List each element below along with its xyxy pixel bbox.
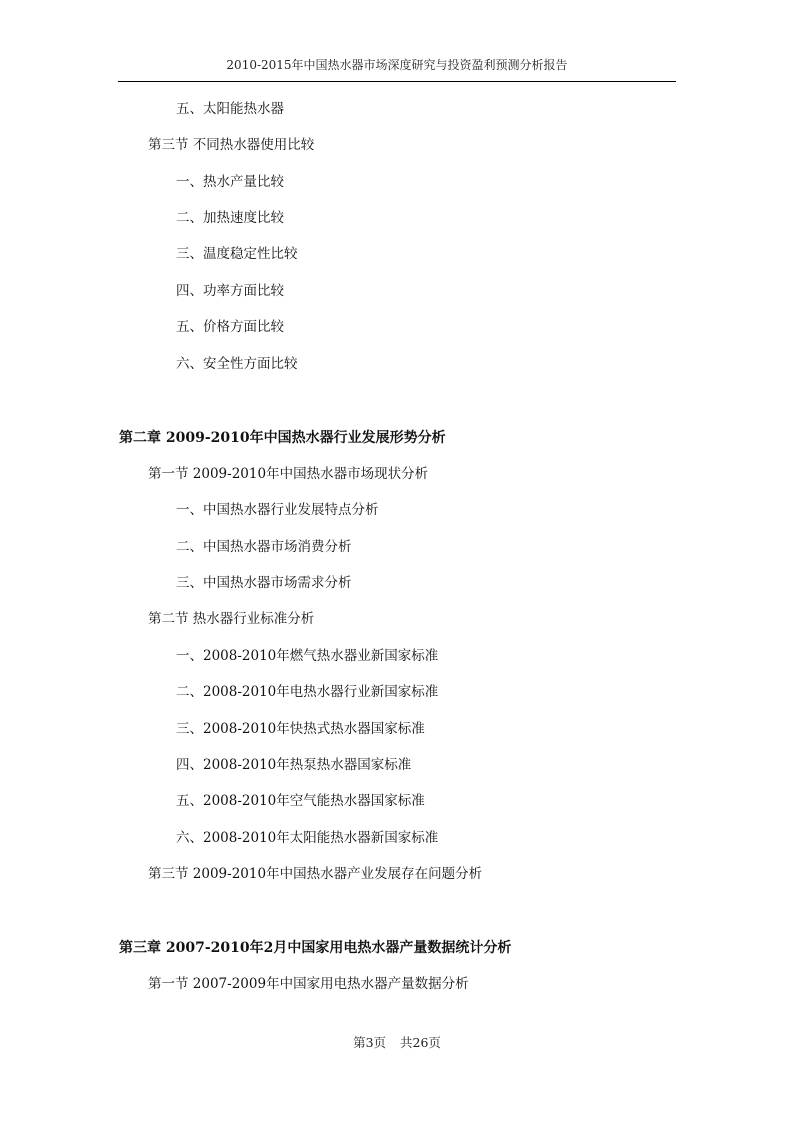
toc-item: 四、功率方面比较 (176, 283, 284, 299)
toc-item: 二、中国热水器市场消费分析 (176, 539, 352, 555)
toc-item: 三、中国热水器市场需求分析 (176, 575, 352, 591)
toc-item: 六、2008-2010年太阳能热水器新国家标准 (176, 830, 439, 846)
toc-item: 三、2008-2010年快热式热水器国家标准 (176, 721, 425, 737)
toc-item: 三、温度稳定性比较 (176, 246, 298, 262)
page-footer (0, 1033, 794, 1051)
toc-item: 一、2008-2010年燃气热水器业新国家标准 (176, 648, 439, 664)
toc-section: 第三节 2009-2010年中国热水器产业发展存在问题分析 (148, 866, 483, 882)
page-header: 2010-2015年中国热水器市场深度研究与投资盈利预测分析报告 (226, 58, 568, 72)
toc-chapter: 第二章 2009-2010年中国热水器行业发展形势分析 (119, 430, 446, 446)
toc-item: 五、太阳能热水器 (176, 101, 284, 117)
toc-item: 五、2008-2010年空气能热水器国家标准 (176, 793, 425, 809)
toc-item: 四、2008-2010年热泵热水器国家标准 (176, 757, 412, 773)
toc-section: 第一节 2009-2010年中国热水器市场现状分析 (148, 466, 429, 482)
toc-item: 六、安全性方面比较 (176, 356, 298, 372)
toc-chapter: 第三章 2007-2010年2月中国家用电热水器产量数据统计分析 (119, 940, 512, 956)
toc-item: 一、中国热水器行业发展特点分析 (176, 502, 379, 518)
page-number: 第3页 (353, 1035, 387, 1050)
toc-item: 二、加热速度比较 (176, 210, 284, 226)
toc-item: 五、价格方面比较 (176, 319, 284, 335)
toc-section: 第二节 热水器行业标准分析 (148, 611, 315, 627)
header-divider (118, 81, 676, 82)
toc-item: 二、2008-2010年电热水器行业新国家标准 (176, 684, 439, 700)
toc-section: 第一节 2007-2009年中国家用电热水器产量数据分析 (148, 976, 469, 992)
page-total: 共26页 (400, 1035, 441, 1050)
toc-item: 一、热水产量比较 (176, 174, 284, 190)
toc-section: 第三节 不同热水器使用比较 (148, 137, 315, 153)
